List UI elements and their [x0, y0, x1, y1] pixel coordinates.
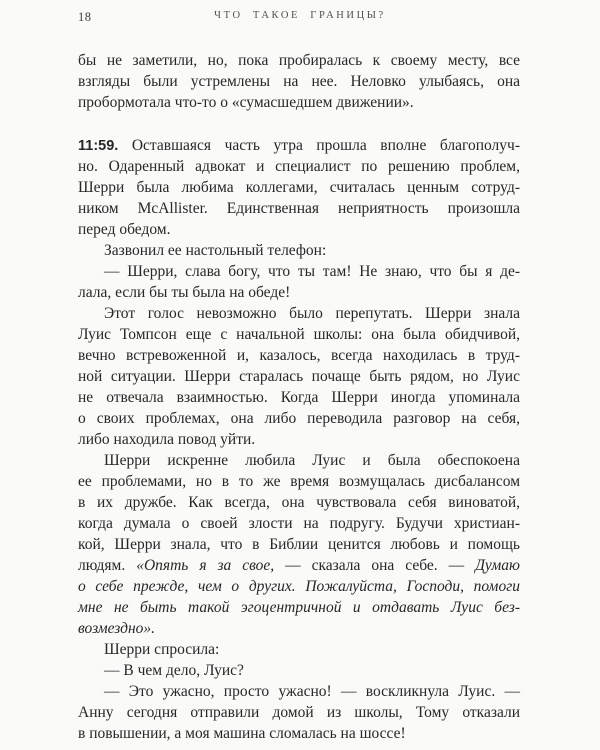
- paragraph-narration: [78, 450, 520, 639]
- text-line: — Это ужасно, просто ужасно! — воскликнула Луис. —: [104, 683, 520, 700]
- inner-monologue-text: «Опять я за свое,: [136, 557, 275, 574]
- paragraph-dialogue: [78, 681, 520, 744]
- page-header: [0, 0, 600, 26]
- text-segment: людям.: [78, 557, 137, 574]
- time-label: 11:59.: [78, 138, 119, 154]
- text-line: но. Одаренный адвокат и специалист по решению проблем,: [78, 158, 520, 175]
- text-line: перед обедом.: [78, 221, 171, 238]
- text-line: Шерри была любима коллегами, считалась ценным сотруд-: [78, 179, 520, 196]
- text-line: когда думала о своей злости на подругу. Будучи христиан-: [78, 515, 520, 532]
- inner-monologue-text: Думаю: [475, 557, 520, 574]
- inner-monologue-line: о себе прежде, чем о других. Пожалуйста, Господи, помоги: [78, 578, 520, 595]
- inner-monologue-line: возмездно».: [78, 620, 156, 637]
- text-line: Этот голос невозможно было перепутать. Шерри знала: [104, 305, 520, 322]
- paragraph-narration: [78, 240, 520, 261]
- paragraph-dialogue: [78, 261, 520, 303]
- paragraph-narration: [78, 303, 520, 450]
- text-line: — Шерри, слава богу, что ты там! Не знаю, что бы я де-: [104, 263, 520, 280]
- text-line: [78, 135, 520, 156]
- text-line: Луис Томпсон еще с начальной школы: она была обидчивой,: [78, 326, 520, 343]
- text-line: ее проблемами, но в то же время возмущалась дисбалансом: [78, 473, 520, 490]
- text-line: Шерри спросила:: [104, 641, 220, 658]
- text-line: бы не заметили, но, пока пробиралась к своему месту, все: [78, 52, 520, 69]
- text-line: в повышении, а моя машина сломалась на шоссе!: [78, 725, 406, 742]
- text-block: [78, 50, 520, 744]
- paragraph-timestamped: [78, 135, 520, 240]
- text-line: ником McAllister. Единственная неприятность произошла: [78, 200, 520, 217]
- text-line: лала, если бы ты была на обеде!: [78, 284, 291, 301]
- text-segment: Оставшаяся часть утра прошла вполне благополуч-: [118, 137, 520, 154]
- text-segment: — сказала она себе. —: [274, 557, 476, 574]
- text-line: Анну сегодня отправили домой из школы, Тому отказали: [78, 704, 520, 721]
- text-line: кой, Шерри знала, что в Библии ценится любовь и помощь: [78, 536, 520, 553]
- paragraph-dialogue: [78, 660, 520, 681]
- page-number: 18: [78, 10, 92, 24]
- text-line: Шерри искренне любила Луис и была обеспокоена: [104, 452, 520, 469]
- inner-monologue-line: мне не быть такой эгоцентричной и отдавать Луис без-: [78, 599, 520, 616]
- text-line: о своих проблемах, она либо переводила разговор на себя,: [78, 410, 520, 427]
- running-title: ЧТО ТАКОЕ ГРАНИЦЫ?: [214, 10, 386, 21]
- text-line: либо находила повод уйти.: [78, 431, 256, 448]
- text-line: — В чем дело, Луис?: [104, 662, 244, 679]
- text-line: пробормотала что-то о «сумасшедшем движении».: [78, 94, 414, 111]
- text-line: в их дружбе. Как всегда, она чувствовала себя виноватой,: [78, 494, 520, 511]
- text-line: взгляды были устремлены на нее. Неловко улыбаясь, она: [78, 73, 520, 90]
- text-line: Зазвонил ее настольный телефон:: [104, 242, 327, 259]
- paragraph-narration: [78, 639, 520, 660]
- text-line: не отвечала взаимностью. Когда Шерри иногда упоминала: [78, 389, 520, 406]
- text-line: [78, 555, 520, 576]
- text-line: ной ситуации. Шерри старалась почаще быть рядом, но Луис: [78, 368, 520, 385]
- text-line: вечно встревоженной и, казалось, всегда находилась в труд-: [78, 347, 520, 364]
- paragraph-continuation: [78, 50, 520, 113]
